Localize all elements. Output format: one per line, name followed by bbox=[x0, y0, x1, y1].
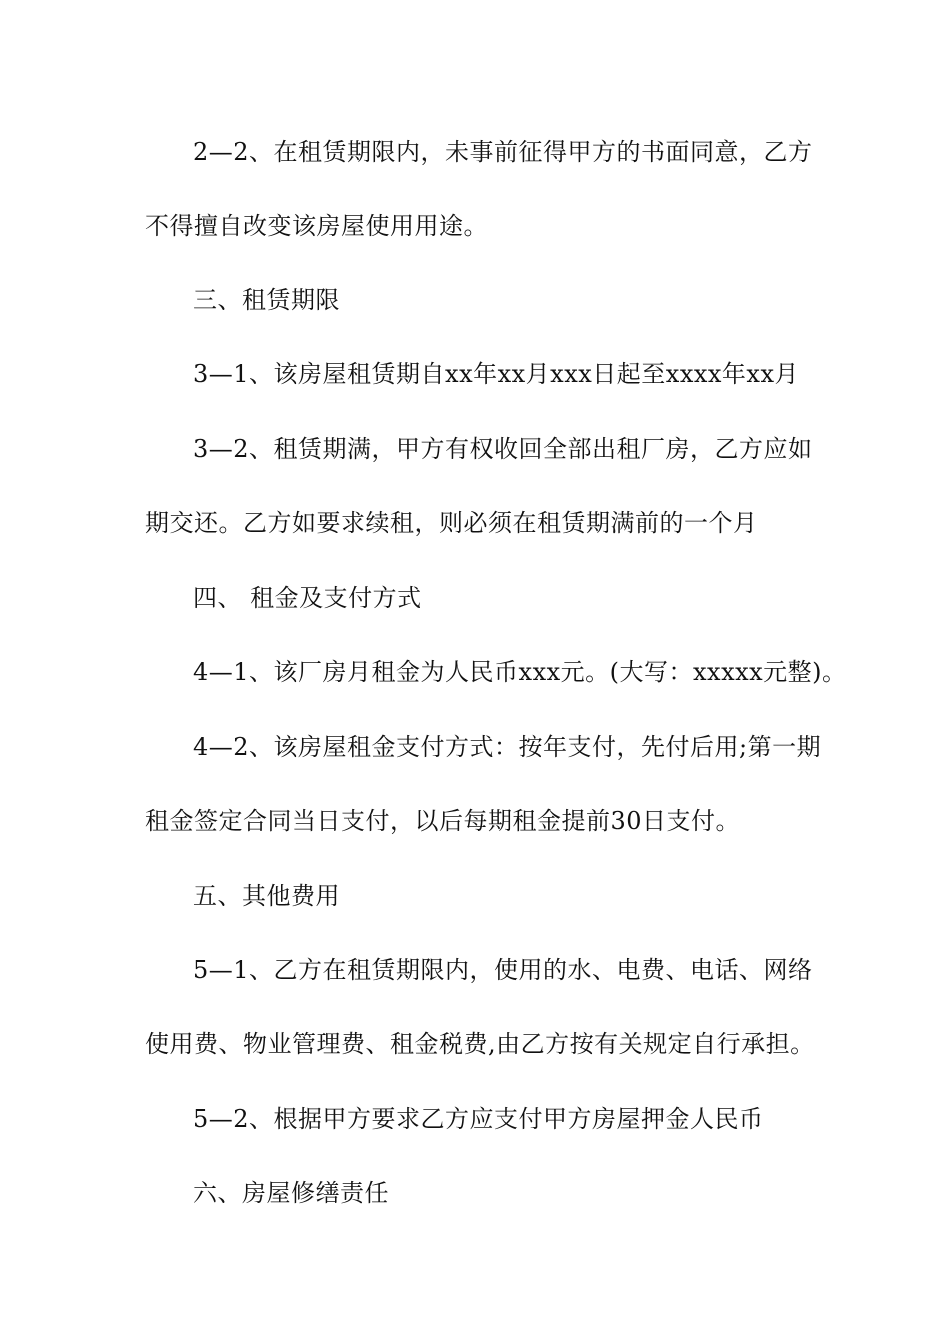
paragraph-3-1: 3—1、该房屋租赁期自xx年xx月xxx日起至xxxx年xx月 bbox=[193, 360, 799, 388]
paragraph-5-1-line-1: 5—1、乙方在租赁期限内，使用的水、电费、电话、网络 bbox=[193, 956, 813, 984]
section-heading-5: 五、其他费用 bbox=[193, 882, 340, 910]
paragraph-5-1-line-2: 使用费、物业管理费、租金税费,由乙方按有关规定自行承担。 bbox=[145, 1030, 815, 1058]
paragraph-4-1: 4—1、该厂房月租金为人民币xxx元。(大写：xxxxx元整)。 bbox=[193, 658, 847, 686]
section-heading-6: 六、房屋修缮责任 bbox=[193, 1179, 389, 1207]
paragraph-4-2-line-2: 租金签定合同当日支付，以后每期租金提前30日支付。 bbox=[145, 807, 741, 835]
paragraph-4-2-line-1: 4—2、该房屋租金支付方式：按年支付，先付后用;第一期 bbox=[193, 733, 822, 761]
paragraph-3-2-line-2: 期交还。乙方如要求续租，则必须在租赁期满前的一个月 bbox=[145, 509, 758, 537]
section-heading-4: 四、 租金及支付方式 bbox=[193, 584, 422, 612]
paragraph-2-2-line-1: 2—2、在租赁期限内，未事前征得甲方的书面同意，乙方 bbox=[193, 138, 813, 166]
paragraph-3-2-line-1: 3—2、租赁期满，甲方有权收回全部出租厂房，乙方应如 bbox=[193, 435, 813, 463]
paragraph-5-2: 5—2、根据甲方要求乙方应支付甲方房屋押金人民币 bbox=[193, 1105, 764, 1133]
section-heading-3: 三、租赁期限 bbox=[193, 286, 340, 314]
paragraph-2-2-line-2: 不得擅自改变该房屋使用用途。 bbox=[145, 212, 488, 240]
